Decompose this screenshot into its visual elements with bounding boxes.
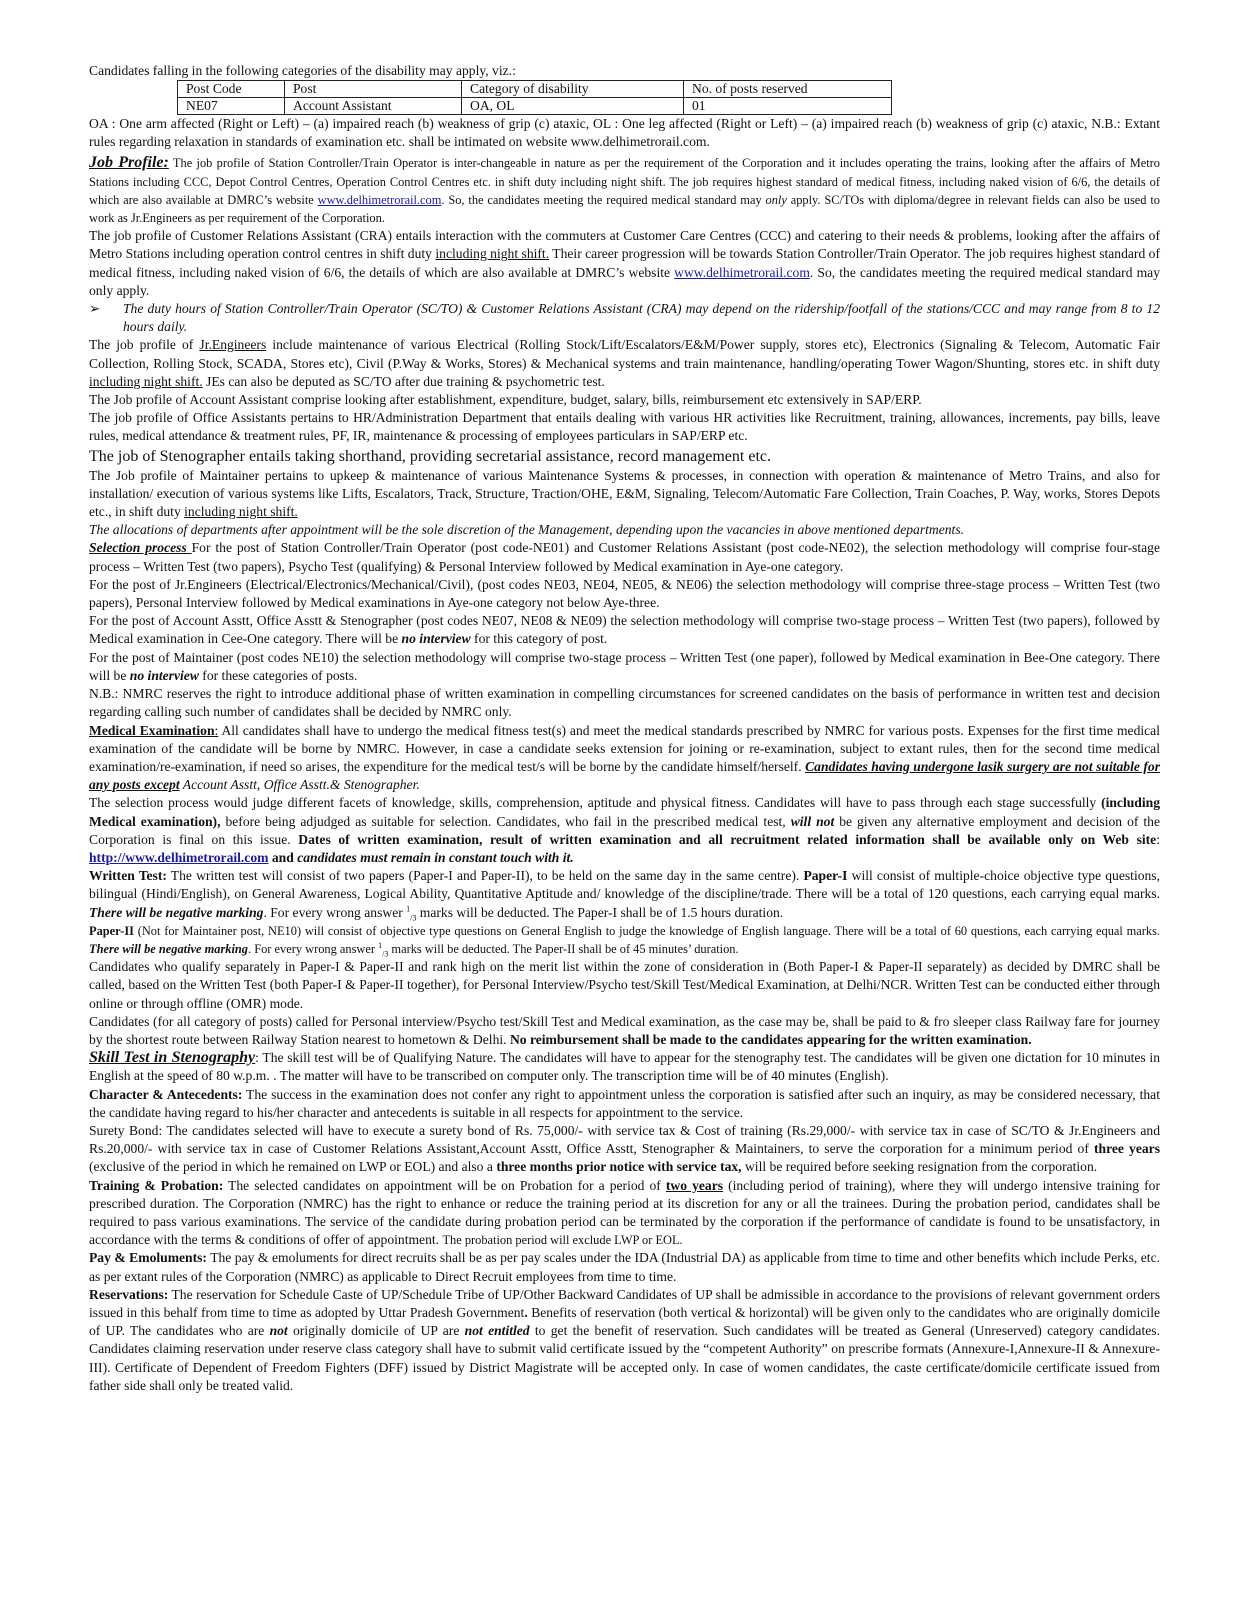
reservations-heading: Reservations:	[89, 1286, 169, 1302]
training-heading: Training & Probation:	[89, 1177, 224, 1193]
text: Jr.Engineers	[199, 337, 267, 353]
disability-intro: Candidates falling in the following categories of the disability may apply, viz.:	[89, 63, 516, 78]
selection-p2: For the post of Jr.Engineers (Electrical/Electronics/Mechanical/Civil), (post codes NE03, NE04, NE05, & NE06) the selection methodology will comprise three-stage process – Written Test (two papers), Personal Interview followed by Medical examinations in Aye-one category not below Aye-three.	[89, 576, 1160, 611]
text: All candidates shall have to undergo the medical fitness test(s) and meet the medical standards prescribed by NMRC for various posts. Expenses for the first time medical examination of the candidate will be borne by NMRC. However, in case a candidate seeks extension for joining or re-examination, subject to extant rules, then for the second time medical examination/re-examination, if need so arises, the expenditure for the medical test/s will be borne by the candidate himself/herself.	[89, 722, 1160, 774]
text: three years	[1093, 1141, 1160, 1157]
text: The selection process would judge different facets of knowledge, skills, comprehension, aptitude and physical fitness. Candidates will have to pass through each stage successfully	[89, 795, 1102, 811]
text: The success in the examination does not confer any right to appointment unless the corporation is satisfied after such an inquiry, as may be considered necessary, that the candidate having regard to his/her character and antecedents is suitable in all respects for appointment to the service.	[89, 1086, 1160, 1120]
text: The Job profile of Maintainer pertains to upkeep & maintenance of various Maintenance Systems & processes, in connection with operation & maintenance of Metro Trains, and also for installation/ execution of various systems like Lifts, Escalators, Track, Structure, Traction/OHE, E&M, Signaling, Telecom/Automatic Fare Collection, Train Coaches, P. Way, works, Stores Depots etc., in shift duty	[89, 467, 1160, 520]
table-cell: NE07	[178, 98, 285, 115]
text: There will be negative marking	[89, 941, 249, 956]
text: . So, the candidates meeting the required medical standard may only apply.	[89, 264, 1160, 298]
text: The job profile of Customer Relations Assistant (CRA) entails interaction with the commuters at Customer Care Centres (CCC) and catering to their needs & problems, looking after the affairs of Metro Stations including operation control centres in shift duty	[89, 228, 1160, 262]
text: /3	[382, 949, 389, 959]
selection-judgement	[89, 794, 1160, 867]
paper-ii-paragraph	[89, 922, 1160, 958]
table-header: Category of disability	[462, 81, 684, 98]
text: No reimbursement shall be made to the candidates appearing for the written examination.	[509, 1031, 1032, 1047]
text: . For every wrong answer	[248, 941, 379, 956]
text: not entitled	[464, 1323, 530, 1339]
text: apply. SC/TOs with diploma/degree in relevant fields can also be used to work as Jr.Engineers as per requirement of the Corporation.	[89, 192, 1160, 226]
text: (including period of training), where they will undergo intensive training for prescribed duration. The Corporation (NMRC) has the right to enhance or reduce the training period at its discretion for any or all the trainees. During the probation period, candidates shall be required to pass various examinations. The service of the candidate during probation period can be terminated by the corporation if the performance of candidate is found to be unsatisfactory, in accordance with the terms & conditions of offer of appointment.	[89, 1177, 1160, 1248]
text: before being adjudged as suitable for selection. Candidates, who fail in the prescribed medical test,	[220, 813, 791, 829]
job-profile-je	[89, 336, 1160, 391]
job-profile-account: The Job profile of Account Assistant comprise looking after establishment, expenditure, budget, salary, bills, reimbursement etc extensively in SAP/ERP.	[89, 392, 922, 408]
text: The selected candidates on appointment will be on Probation for a period of	[223, 1177, 666, 1193]
text: (exclusive of the period in which he remained on LWP or EOL) and also a	[89, 1159, 497, 1175]
job-profile-cra	[89, 227, 1160, 300]
job-profile-sc-to	[89, 152, 1160, 228]
paper-ii-heading: Paper-II	[89, 923, 134, 938]
text: for these categories of posts.	[198, 667, 358, 683]
qualify-paragraph: Candidates who qualify separately in Paper-I & Paper-II and rank high on the merit list within the zone of consideration in (Both Paper-I & Paper-II separately) as decided by DMRC shall be called, based on the Written Test (both Paper-I & Paper-II together), for Personal Interview/Psycho test/Skill Test/Medical Examination, at Delhi/NCR. Written Test can be conducted either through online or through offline (OMR) mode.	[89, 959, 1160, 1011]
selection-heading: Selection process	[89, 540, 192, 556]
table-header: Post Code	[178, 81, 285, 98]
website-link[interactable]: www.delhimetrorail.com	[674, 264, 810, 280]
text: The probation period will exclude LWP or EOL.	[442, 1233, 683, 1248]
written-test-paragraph	[89, 867, 1160, 922]
text: . For every wrong answer	[263, 904, 407, 920]
text: 1	[378, 940, 383, 950]
character-heading: Character & Antecedents:	[89, 1086, 243, 1102]
text: will be required before seeking resignation from the corporation.	[741, 1159, 1098, 1175]
text: The reservation for Schedule Caste of UP/Schedule Tribe of UP/Other Backward Candidates of UP shall be admissible in accordance to the provisions of relevant government orders issued in this behalf from time to time as adopted by Uttar Pradesh Government	[89, 1286, 1160, 1320]
duty-hours-bullet	[89, 300, 1160, 336]
text: (Not for Maintainer post, NE10) will consist of objective type questions on General English to judge the knowledge of English language. There will be a total of 60 questions, each carrying equal marks.	[133, 923, 1160, 938]
table-header: Post	[285, 81, 462, 98]
document-page	[89, 62, 1160, 1395]
disability-note: OA : One arm affected (Right or Left) – (a) impaired reach (b) weakness of grip (c) ataxic, OL : One leg affected (Right or Left) – (a) impaired reach (b) weakness of grip (c) ataxic, N.B.: Extant rules regarding relaxation in standards of examination etc. shall be intimated on website www.delhimetrorail.com.	[89, 116, 1160, 150]
text: Benefits of reservation (both vertical & horizontal) will be given only to the candidates who are originally domicile of UP. The candidates who are	[89, 1305, 1160, 1339]
medical-heading: Medical Examination	[89, 722, 215, 738]
skill-test-heading: Skill Test in Stenography	[89, 1049, 256, 1067]
lasik-warning: Candidates having undergone lasik surgery are not suitable for any posts except	[89, 758, 1160, 793]
text: including night shift.	[184, 504, 298, 520]
text: .	[524, 1305, 528, 1320]
table-cell: Account Assistant	[285, 98, 462, 115]
text: include maintenance of various Electrical (Rolling Stock/Lift/Escalators/E&M/Power supply, stores etc), Electronics (Signaling & Telecom, Automatic Fair Collection, Rolling Stock, SCADA, Stores etc), Civil (P.Way & Works, Stores) & Mechanical systems and train maintenance, handling/operating Tower Wagon/Shunting, stores etc. in shift duty	[89, 337, 1160, 371]
training-paragraph	[89, 1177, 1160, 1250]
text: The pay & emoluments for direct recruits shall be as per pay scales under the IDA (Industrial DA) as applicable from time to time and other benefits which include Perks, etc. as per extant rules of the Corporation (NMRC) as applicable to Direct Recruit employees from time to time.	[89, 1250, 1161, 1284]
text: will not	[790, 813, 835, 829]
job-profile-maintainer	[89, 467, 1160, 522]
text: marks will be deducted. The Paper-I shall be of 1.5 hours duration.	[416, 904, 784, 920]
text: and	[268, 849, 298, 865]
fare-paragraph	[89, 1013, 1160, 1049]
text: three months prior notice with service tax,	[496, 1159, 742, 1175]
text: . So, the candidates meeting the required medical standard may	[441, 192, 766, 207]
text: Account Asstt, Office Asstt.& Stenographer.	[179, 777, 420, 793]
text: 1	[406, 904, 411, 913]
pay-heading: Pay & Emoluments:	[89, 1250, 207, 1266]
allocation-note: The allocations of departments after appointment will be the sole discretion of the Management, depending upon the vacancies in above mentioned departments.	[89, 522, 965, 538]
text: (including Medical examination),	[89, 795, 1160, 829]
job-profile-office: The job profile of Office Assistants pertains to HR/Administration Department that entails dealing with various HR activities like Recruitment, training, allowances, increments, pay bills, leave rules, medical attendance & treatment rules, PF, IR, maintenance & processing of employees particulars in SAP/ERP etc.	[89, 410, 1160, 444]
text: Paper-I	[803, 868, 848, 884]
pay-paragraph	[89, 1249, 1160, 1285]
text: not	[269, 1323, 288, 1339]
table-cell: 01	[684, 98, 892, 115]
written-test-heading: Written Test:	[89, 868, 167, 884]
surety-bond-paragraph	[89, 1122, 1160, 1177]
selection-p4	[89, 649, 1160, 685]
text: candidates must remain in constant touch with it.	[297, 849, 574, 865]
text: : The skill test will be of Qualifying Nature. The candidates will have to appear for the stenography test. The candidates will be given one dictation for 10 minutes in English at the speed of 80 w.p.m. . The matter will have to be transcribed on computer only. The transcription time will be of 40 minutes (English).	[89, 1050, 1160, 1084]
arrow-bullet-icon: ➢	[89, 301, 101, 317]
text: The job profile of	[89, 337, 200, 353]
table-row	[178, 98, 892, 115]
text: For the post of Account Asstt, Office Asstt & Stenographer (post codes NE07, NE08 & NE09) the selection methodology will comprise two-stage process – Written Test (two papers), followed by Medical examination in Cee-One category. There will be	[89, 613, 1160, 647]
text: For the post of Maintainer (post codes NE10) the selection methodology will comprise two-stage process – Written Test (one paper), followed by Medical examination in Bee-One category. There will be	[89, 649, 1160, 683]
text: :	[1156, 831, 1160, 847]
text: JEs can also be deputed as SC/TO after due training & psychometric test.	[202, 373, 605, 389]
text: only	[765, 192, 787, 207]
character-paragraph	[89, 1086, 1160, 1122]
medical-paragraph	[89, 722, 1160, 795]
selection-nb: N.B.: NMRC reserves the right to introduce additional phase of written examination in compelling circumstances for screened candidates on the basis of performance in written test and decision regarding calling such number of candidates shall be decided by NMRC only.	[89, 686, 1160, 720]
text: Candidates (for all category of posts) called for Personal interview/Psycho test/Skill Test and Medical examination, as the case may be, shall be paid to & fro sleeper class Railway fare for journey by the shortest route between Railway Station nearest to hometown & Delhi.	[89, 1013, 1160, 1047]
reservations-paragraph	[89, 1286, 1160, 1395]
text: The written test will consist of two papers (Paper-I and Paper-II), to be held on the same day in the same centre).	[166, 868, 804, 884]
text: The job profile of Station Controller/Train Operator is inter-changeable in nature as per the requirement of the Corporation and it includes operating the trains, looking after the affairs of Metro Stations including CCC, Depot Control Centres, Operation Control Centres etc. in shift duty including night shift. The job requires highest standard of medical fitness, including naked vision of 6/6, the details of which are also available at DMRC’s website	[89, 155, 1160, 207]
text: including night shift.	[89, 373, 203, 389]
text: :	[214, 722, 219, 738]
text: There will be negative marking	[89, 904, 264, 920]
text: For the post of Station Controller/Train Operator (post code-NE01) and Customer Relations Assistant (post code-NE02), the selection methodology will comprise four-stage process – Written Test (two papers), Psycho Test (qualifying) & Personal Interview followed by Medical examination in Aye-one category.	[89, 540, 1160, 574]
table-header-row	[178, 81, 892, 98]
text: originally domicile of UP are	[287, 1323, 465, 1339]
text: for this category of post.	[470, 631, 608, 647]
text: to get the benefit of reservation. Such candidates will be treated as General (Unreserved) category candidates. Candidates claiming reservation under reserve class category shall have to submit valid certificate issued by the “competent Authority” on prescribe formats (Annexure-I,Annexure-II & Annexure-III). Certificate of Dependent of Freedom Fighters (DFF) issued by District Magistrate will be accepted only. In case of women candidates, the caste certificate/domicile certificate issued from father side shall only be treated valid.	[89, 1323, 1160, 1393]
website-link[interactable]: http://www.delhimetrorail.com	[89, 849, 269, 865]
text: marks will be deducted. The Paper-II shall be of 45 minutes’ duration.	[388, 941, 739, 956]
text: Dates of written examination, result of written examination and all recruitment related information shall be available only on Web site	[298, 831, 1157, 847]
text: The duty hours of Station Controller/Train Operator (SC/TO) & Customer Relations Assistant (CRA) may depend on the ridership/footfall of the stations/CCC and may range from 8 to 12 hours daily.	[123, 301, 1160, 335]
skill-test-paragraph	[89, 1049, 1160, 1085]
text: Their career progression will be towards Station Controller/Train Operator. The job requires highest standard of medical fitness, including naked vision of 6/6, the details of which are also available at DMRC’s website	[89, 246, 1161, 280]
disability-table	[177, 80, 892, 115]
text: /3	[410, 913, 417, 923]
text: no interview	[401, 631, 471, 647]
text: Surety Bond: The candidates selected will have to execute a surety bond of Rs. 75,000/- with service tax & Cost of training (Rs.29,000/- with service tax in case of SC/TO & Jr.Engineers and Rs.20,000/- with service tax in case of Customer Relations Assistant,Account Asstt, Office Asstt, Stenographer & Maintainers, to serve the corporation for a minimum period of	[89, 1122, 1160, 1157]
text: be given any alternative employment and decision of the Corporation is final on this issue.	[89, 813, 1160, 847]
text: will consist of multiple-choice objective type questions, bilingual (Hindi/English), on General Awareness, Logical Ability, Quantitative Aptitude and/ knowledge of the discipline/trade. There will be a total of 120 questions, each carrying equal marks.	[89, 868, 1160, 902]
selection-p1	[89, 539, 1160, 575]
text: two years	[665, 1177, 724, 1193]
website-link[interactable]: www.delhimetrorail.com	[317, 192, 442, 207]
job-profile-heading: Job Profile:	[89, 153, 169, 171]
text: no interview	[129, 667, 199, 683]
table-header: No. of posts reserved	[684, 81, 892, 98]
text: including night shift.	[435, 246, 550, 262]
table-cell: OA, OL	[462, 98, 684, 115]
job-profile-steno: The job of Stenographer entails taking shorthand, providing secretarial assistance, record management etc.	[89, 447, 771, 465]
selection-p3	[89, 612, 1160, 648]
